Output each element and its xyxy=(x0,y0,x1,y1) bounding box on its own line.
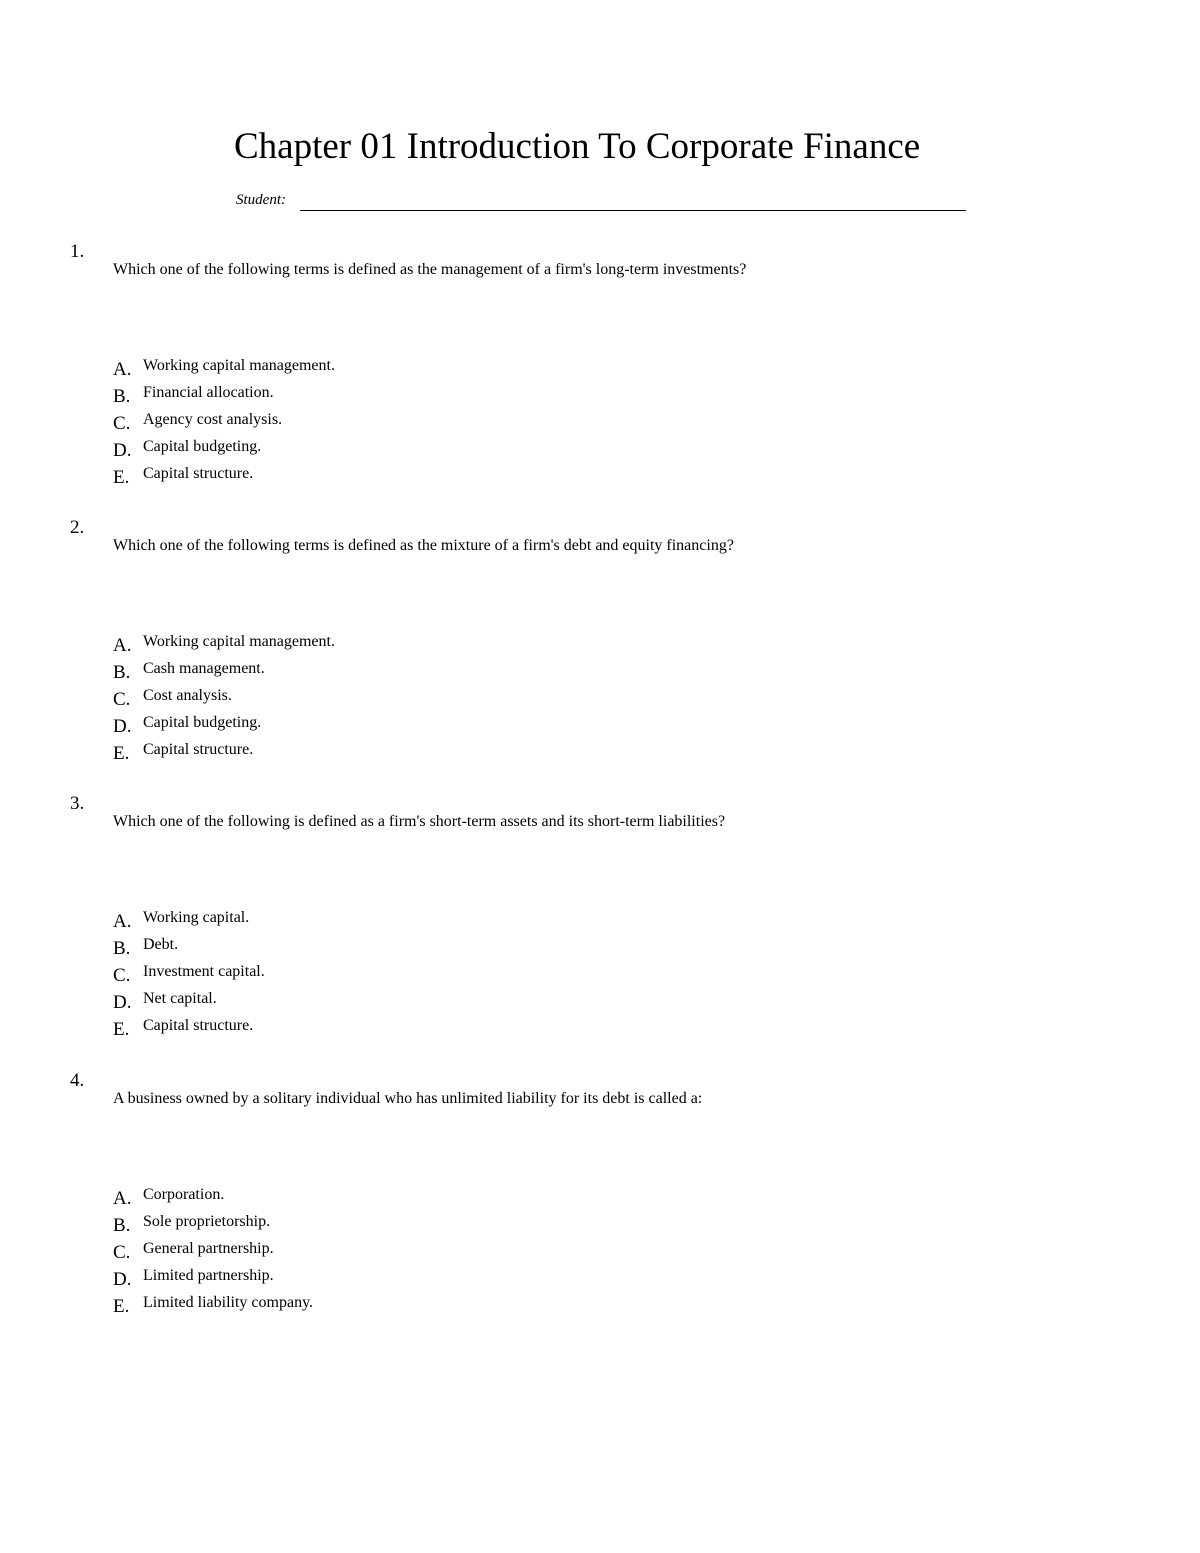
option-text: Investment capital. xyxy=(143,963,265,980)
option-text: Capital budgeting. xyxy=(143,714,262,731)
question-text: Which one of the following terms is defined as the management of a firm's long-term investments? xyxy=(113,261,747,278)
option-text: Corporation. xyxy=(143,1186,225,1203)
option-letter: B. xyxy=(113,1215,131,1236)
option-letter: D. xyxy=(113,716,132,737)
option-text: General partnership. xyxy=(143,1240,274,1257)
option-letter: B. xyxy=(113,386,131,407)
option-text: Agency cost analysis. xyxy=(143,411,283,428)
option-letter: C. xyxy=(113,965,131,986)
option-text: Cash management. xyxy=(143,660,265,677)
option-letter: B. xyxy=(113,938,131,959)
option-letter: A. xyxy=(113,359,132,380)
option-letter: C. xyxy=(113,1242,131,1263)
option-letter: D. xyxy=(113,440,132,461)
question-text: Which one of the following terms is defined as the mixture of a firm's debt and equity financing? xyxy=(113,537,734,554)
page-title: Chapter 01 Introduction To Corporate Finance xyxy=(234,126,921,167)
option-text: Limited partnership. xyxy=(143,1267,274,1284)
question-text: Which one of the following is defined as a firm's short-term assets and its short-term liabilities? xyxy=(113,813,726,830)
option-letter: C. xyxy=(113,413,131,434)
option-text: Capital structure. xyxy=(143,465,254,482)
option-text: Financial allocation. xyxy=(143,384,274,401)
option-letter: A. xyxy=(113,635,132,656)
option-letter: E. xyxy=(113,743,130,764)
question-number: 4. xyxy=(70,1070,85,1091)
option-text: Debt. xyxy=(143,936,179,953)
option-letter: D. xyxy=(113,1269,132,1290)
option-text: Capital structure. xyxy=(143,741,254,758)
student-field[interactable] xyxy=(236,190,966,214)
option-text: Net capital. xyxy=(143,990,217,1007)
option-letter: E. xyxy=(113,467,130,488)
option-text: Sole proprietorship. xyxy=(143,1213,271,1230)
option-letter: C. xyxy=(113,689,131,710)
option-text: Working capital. xyxy=(143,909,250,926)
option-letter: B. xyxy=(113,662,131,683)
option-letter: E. xyxy=(113,1296,130,1317)
option-letter: D. xyxy=(113,992,132,1013)
question-number: 3. xyxy=(70,793,85,814)
option-text: Limited liability company. xyxy=(143,1294,314,1311)
option-text: Cost analysis. xyxy=(143,687,232,704)
question-number: 1. xyxy=(70,241,85,262)
option-text: Capital budgeting. xyxy=(143,438,262,455)
option-text: Capital structure. xyxy=(143,1017,254,1034)
option-letter: A. xyxy=(113,1188,132,1209)
student-label: Student: xyxy=(236,192,286,208)
option-text: Working capital management. xyxy=(143,633,335,650)
student-name-line[interactable] xyxy=(300,210,966,211)
option-letter: E. xyxy=(113,1019,130,1040)
option-text: Working capital management. xyxy=(143,357,335,374)
question-text: A business owned by a solitary individual who has unlimited liability for its debt is called a: xyxy=(113,1090,703,1107)
option-letter: A. xyxy=(113,911,132,932)
question-number: 2. xyxy=(70,517,85,538)
